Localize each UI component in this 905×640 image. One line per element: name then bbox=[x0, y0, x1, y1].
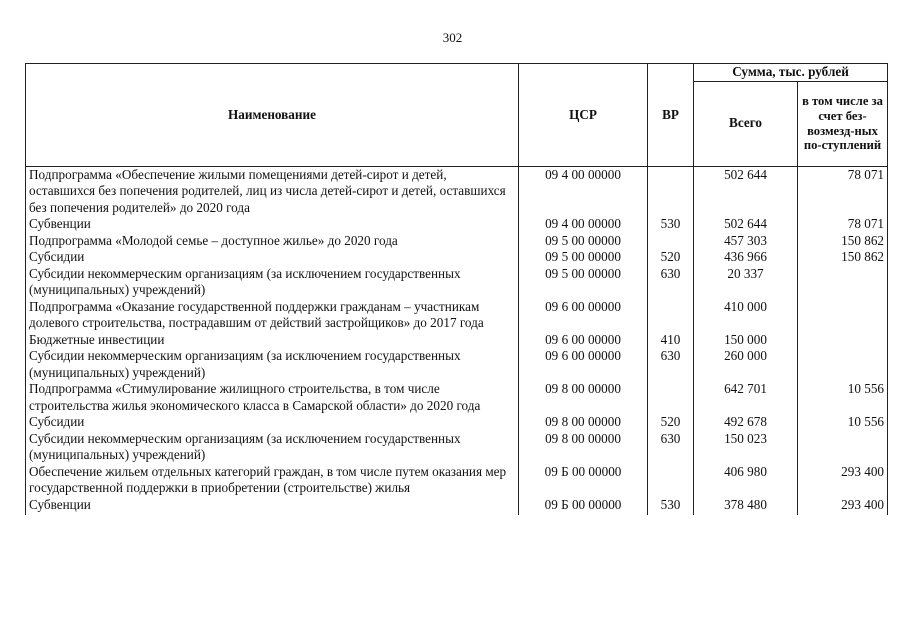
row-vr: 530 bbox=[648, 497, 694, 515]
row-vr: 410 bbox=[648, 332, 694, 349]
table-row bbox=[26, 266, 888, 299]
row-name: Субсидии некоммерческим организациям (за исключением государственных (муниципальных) учреждений) bbox=[26, 266, 519, 299]
header-name: Наименование bbox=[26, 64, 519, 167]
row-incl: 293 400 bbox=[798, 497, 888, 515]
table-row bbox=[26, 233, 888, 250]
table-row bbox=[26, 414, 888, 431]
row-total: 20 337 bbox=[694, 266, 798, 299]
row-name: Субвенции bbox=[26, 216, 519, 233]
budget-table bbox=[25, 63, 888, 515]
row-name: Субсидии некоммерческим организациям (за исключением государственных (муниципальных) учреждений) bbox=[26, 348, 519, 381]
row-vr bbox=[648, 464, 694, 497]
table-row bbox=[26, 249, 888, 266]
row-incl bbox=[798, 266, 888, 299]
table-row bbox=[26, 381, 888, 414]
row-csr: 09 8 00 00000 bbox=[519, 431, 648, 464]
row-incl: 10 556 bbox=[798, 381, 888, 414]
header-vr: ВР bbox=[648, 64, 694, 167]
table-row bbox=[26, 464, 888, 497]
row-vr bbox=[648, 299, 694, 332]
row-incl bbox=[798, 431, 888, 464]
row-incl bbox=[798, 348, 888, 381]
row-incl: 78 071 bbox=[798, 166, 888, 216]
table-row bbox=[26, 348, 888, 381]
row-incl: 293 400 bbox=[798, 464, 888, 497]
row-csr: 09 5 00 00000 bbox=[519, 249, 648, 266]
row-total: 150 000 bbox=[694, 332, 798, 349]
row-vr: 520 bbox=[648, 414, 694, 431]
table-row bbox=[26, 166, 888, 216]
row-name: Субсидии bbox=[26, 249, 519, 266]
header-sum-group: Сумма, тыс. рублей bbox=[694, 64, 888, 82]
row-total: 260 000 bbox=[694, 348, 798, 381]
row-csr: 09 6 00 00000 bbox=[519, 299, 648, 332]
page-number: 302 bbox=[442, 30, 463, 45]
row-csr: 09 6 00 00000 bbox=[519, 332, 648, 349]
row-incl: 150 862 bbox=[798, 249, 888, 266]
row-incl: 78 071 bbox=[798, 216, 888, 233]
table-row bbox=[26, 431, 888, 464]
row-incl bbox=[798, 332, 888, 349]
row-name: Субсидии некоммерческим организациям (за исключением государственных (муниципальных) учреждений) bbox=[26, 431, 519, 464]
header-csr: ЦСР bbox=[519, 64, 648, 167]
row-vr: 630 bbox=[648, 266, 694, 299]
row-csr: 09 5 00 00000 bbox=[519, 266, 648, 299]
row-total: 502 644 bbox=[694, 216, 798, 233]
row-incl bbox=[798, 299, 888, 332]
table-row bbox=[26, 332, 888, 349]
row-total: 436 966 bbox=[694, 249, 798, 266]
row-vr bbox=[648, 166, 694, 216]
row-vr: 630 bbox=[648, 431, 694, 464]
row-total: 378 480 bbox=[694, 497, 798, 515]
row-incl: 10 556 bbox=[798, 414, 888, 431]
row-incl: 150 862 bbox=[798, 233, 888, 250]
row-csr: 09 5 00 00000 bbox=[519, 233, 648, 250]
table-row bbox=[26, 299, 888, 332]
row-name: Субвенции bbox=[26, 497, 519, 515]
row-total: 502 644 bbox=[694, 166, 798, 216]
row-vr: 520 bbox=[648, 249, 694, 266]
row-total: 406 980 bbox=[694, 464, 798, 497]
table-row bbox=[26, 497, 888, 515]
header-total: Всего bbox=[694, 81, 798, 166]
row-name: Подпрограмма «Оказание государственной поддержки гражданам – участникам долевого строительства, пострадавшим от действий застройщиков» до 2017 года bbox=[26, 299, 519, 332]
row-name: Подпрограмма «Молодой семье – доступное жилье» до 2020 года bbox=[26, 233, 519, 250]
row-csr: 09 6 00 00000 bbox=[519, 348, 648, 381]
row-total: 492 678 bbox=[694, 414, 798, 431]
row-name: Обеспечение жильем отдельных категорий граждан, в том числе путем оказания мер государственной поддержки в приобретении (строительстве) жилья bbox=[26, 464, 519, 497]
row-name: Подпрограмма «Стимулирование жилищного строительства, в том числе строительства жилья экономического класса в Самарской области» до 2020 года bbox=[26, 381, 519, 414]
row-total: 642 701 bbox=[694, 381, 798, 414]
row-vr bbox=[648, 233, 694, 250]
row-csr: 09 Б 00 00000 bbox=[519, 464, 648, 497]
header-incl: в том числе за счет без-возмезд-ных по-ступлений bbox=[798, 81, 888, 166]
row-total: 410 000 bbox=[694, 299, 798, 332]
row-name: Бюджетные инвестиции bbox=[26, 332, 519, 349]
table-row bbox=[26, 216, 888, 233]
row-csr: 09 4 00 00000 bbox=[519, 166, 648, 216]
row-total: 457 303 bbox=[694, 233, 798, 250]
row-csr: 09 8 00 00000 bbox=[519, 414, 648, 431]
row-name: Подпрограмма «Обеспечение жилыми помещениями детей-сирот и детей, оставшихся без попечения родителей, лиц из числа детей-сирот и детей, оставшихся без попечения родителей» до 2020 года bbox=[26, 166, 519, 216]
row-csr: 09 Б 00 00000 bbox=[519, 497, 648, 515]
row-csr: 09 8 00 00000 bbox=[519, 381, 648, 414]
row-vr: 530 bbox=[648, 216, 694, 233]
row-total: 150 023 bbox=[694, 431, 798, 464]
row-vr bbox=[648, 381, 694, 414]
row-vr: 630 bbox=[648, 348, 694, 381]
row-name: Субсидии bbox=[26, 414, 519, 431]
row-csr: 09 4 00 00000 bbox=[519, 216, 648, 233]
